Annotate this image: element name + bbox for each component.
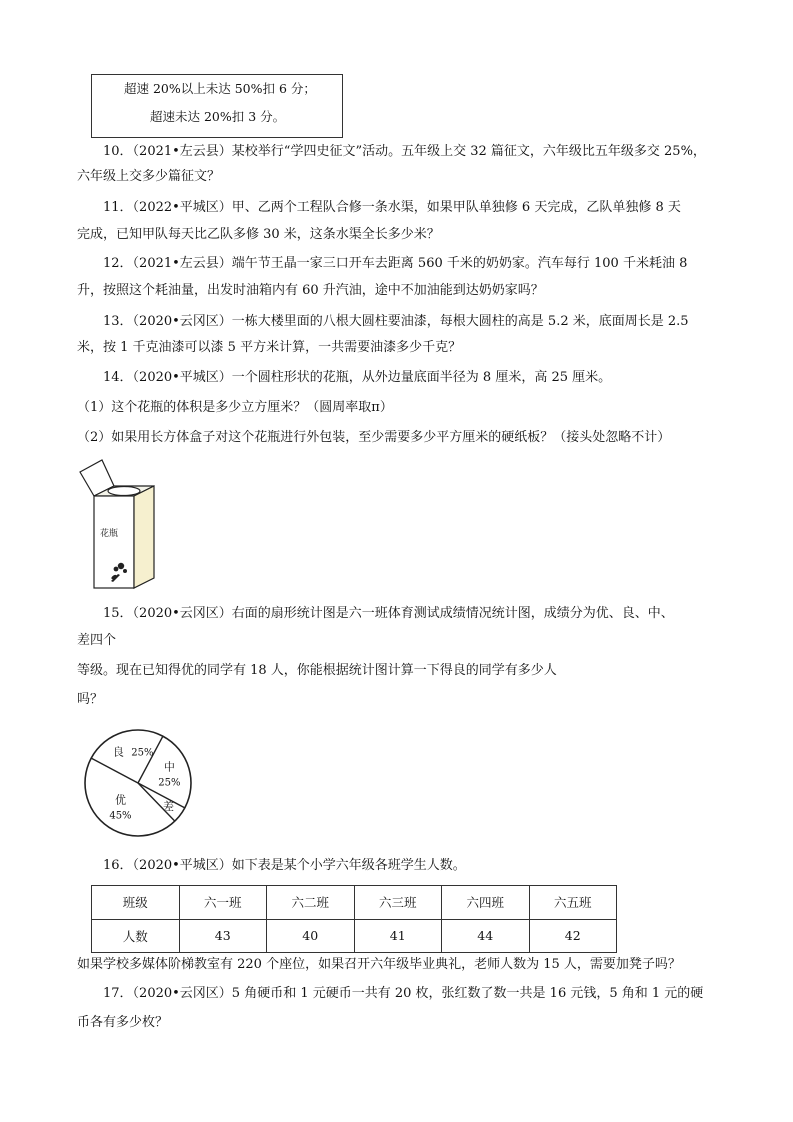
q14-sub-1: （1）这个花瓶的体积是多少立方厘米？（圆周率取π） — [77, 400, 393, 415]
q16-line-1: 16．（2020•平城区）如下表是某个小学六年级各班学生人数。 — [103, 858, 466, 873]
q17-line-1: 17．（2020•云冈区）5 角硬币和 1 元硬币一共有 20 枚，张红数了数一共是 16 元钱，5 角和 1 元的硬 — [103, 986, 704, 1001]
vase-box-label: 花瓶 — [100, 529, 119, 539]
table-cell: 六三班 — [354, 886, 442, 920]
table-cell: 40 — [267, 919, 355, 953]
q11-line-1: 11．（2022•平城区）甲、乙两个工程队合修一条水渠，如果甲队单独修 6 天完成，乙队单独修 8 天 — [103, 200, 681, 215]
q16-after: 如果学校多媒体阶梯教室有 220 个座位，如果召开六年级毕业典礼，老师人数为 15 人，需要加凳子吗？ — [77, 957, 681, 972]
table-cell: 44 — [442, 919, 530, 953]
q17-line-2: 币各有多少枚？ — [77, 1015, 169, 1030]
penalty-rules-box — [91, 74, 343, 138]
q11-line-2: 完成，已知甲队每天比乙队多修 30 米，这条水渠全长多少米？ — [77, 227, 440, 242]
q15-line-1: 15．（2020•云冈区）右面的扇形统计图是六一班体育测试成绩情况统计图，成绩分为优、良、中、 — [103, 606, 674, 621]
q10-line-1: 10．（2021•左云县）某校举行“学四史征文”活动。五年级上交 32 篇征文，六年级比五年级多交 25%， — [103, 144, 706, 159]
pie-slice-label: 良 — [112, 745, 124, 759]
vase-box-illustration — [74, 456, 164, 592]
table-row — [92, 919, 617, 953]
pie-slice-label: 优 — [114, 793, 126, 807]
table-cell: 六四班 — [442, 886, 530, 920]
table-cell: 班级 — [92, 886, 180, 920]
q15-line-3: 等级。现在已知得优的同学有 18 人，你能根据统计图计算一下得良的同学有多少人 — [77, 663, 557, 678]
table-cell: 六一班 — [179, 886, 267, 920]
q14-sub-2: （2）如果用长方体盒子对这个花瓶进行外包装，至少需要多少平方厘米的硬纸板？（接头处忽略不计） — [77, 430, 671, 445]
q14-line-1: 14．（2020•平城区）一个圆柱形状的花瓶，从外边量底面半径为 8 厘米，高 25 厘米。 — [103, 370, 612, 385]
q10-line-2: 六年级上交多少篇征文？ — [77, 169, 221, 184]
table-cell: 41 — [354, 919, 442, 953]
pie-slice-value: 45% — [109, 810, 132, 822]
q15-line-4: 吗？ — [77, 692, 104, 707]
q15-line-2: 差四个 — [77, 633, 117, 648]
rules-line-2: 超速未达 20%扣 3 分。 — [150, 109, 286, 124]
pie-slice-value: 25% — [158, 777, 181, 789]
grade-pie-chart — [76, 728, 200, 838]
table-cell: 六五班 — [529, 886, 617, 920]
pie-slice-label: 差 — [162, 799, 174, 813]
pie-slice-label: 中 — [163, 760, 175, 774]
table-cell: 43 — [179, 919, 267, 953]
q12-line-2: 升，按照这个耗油量，出发时油箱内有 60 升汽油，途中不加油能到达奶奶家吗？ — [77, 283, 544, 298]
table-cell: 42 — [529, 919, 617, 953]
table-cell: 人数 — [92, 919, 180, 953]
q13-line-1: 13．（2020•云冈区）一栋大楼里面的八根大圆柱要油漆，每根大圆柱的高是 5.2 米，底面周长是 2.5 — [103, 314, 689, 329]
table-row-header — [92, 886, 617, 920]
pie-slice-value: 25% — [131, 747, 154, 759]
table-cell: 六二班 — [267, 886, 355, 920]
q13-line-2: 米，按 1 千克油漆可以漆 5 平方米计算，一共需要油漆多少千克？ — [77, 340, 462, 355]
class-size-table — [91, 885, 617, 953]
rules-line-1: 超速 20%以上未达 50%扣 6 分； — [124, 81, 316, 96]
q12-line-1: 12．（2021•左云县）端午节王晶一家三口开车去距离 560 千米的奶奶家。汽车每行 100 千米耗油 8 — [103, 256, 688, 271]
